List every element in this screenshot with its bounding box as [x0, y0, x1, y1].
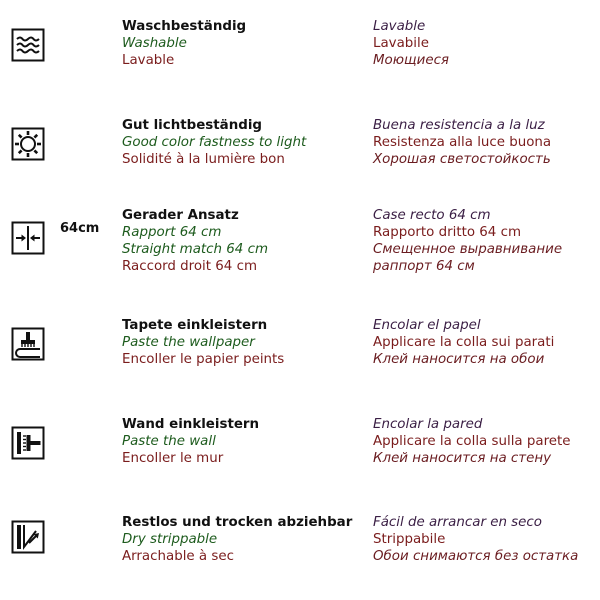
text-column-de-en-fr — [122, 514, 352, 565]
text-column-es-it-ru — [373, 117, 551, 168]
label-russian: раппорт 64 см — [373, 259, 475, 274]
label-spanish: Lavable — [373, 19, 426, 34]
sun-lightfast-icon — [11, 127, 45, 161]
paste-wallpaper-icon — [11, 327, 45, 361]
label-italian: Strippabile — [373, 532, 446, 547]
label-english: Rapport 64 cm — [122, 225, 222, 240]
label-spanish: Fácil de arrancar en seco — [373, 515, 542, 530]
label-italian: Resistenza alla luce buona — [373, 135, 552, 150]
label-russian: Клей наносится на обои — [373, 352, 545, 367]
text-column-de-en-fr — [122, 207, 268, 275]
dry-strippable-icon — [11, 520, 45, 554]
label-spanish: Encolar la pared — [373, 417, 483, 432]
text-column-de-en-fr — [122, 117, 306, 168]
label-french: Encoller le mur — [122, 451, 224, 466]
symbol-row-paste-wallpaper — [0, 317, 600, 397]
label-russian: Обои снимаются без остатка — [373, 549, 579, 564]
straight-match-icon — [11, 221, 45, 255]
text-column-de-en-fr — [122, 317, 284, 368]
label-english: Paste the wall — [122, 434, 216, 449]
washable-waves-icon — [11, 28, 45, 62]
label-english: Washable — [122, 36, 187, 51]
label-spanish: Encolar el papel — [373, 318, 481, 333]
label-italian: Rapporto dritto 64 cm — [373, 225, 521, 240]
label-russian: Смещенное выравнивание — [373, 242, 563, 257]
text-column-es-it-ru — [373, 18, 449, 69]
label-english: Good color fastness to light — [122, 135, 307, 150]
label-english: Dry strippable — [122, 532, 218, 547]
label-french: Encoller le papier peints — [122, 352, 285, 367]
label-russian: Хорошая светостойкость — [373, 152, 551, 167]
label-spanish: Buena resistencia a la luz — [373, 118, 545, 133]
label-italian: Applicare la colla sui parati — [373, 335, 555, 350]
label-french: Raccord droit 64 cm — [122, 259, 257, 274]
label-french: Arrachable à sec — [122, 549, 234, 564]
text-column-es-it-ru — [373, 514, 578, 565]
label-german: Wand einkleistern — [122, 417, 260, 432]
label-english: Straight match 64 cm — [122, 242, 268, 257]
label-italian: Applicare la colla sulla parete — [373, 434, 571, 449]
label-french: Solidité à la lumière bon — [122, 152, 285, 167]
label-german: Restlos und trocken abziehbar — [122, 515, 353, 530]
label-english: Paste the wallpaper — [122, 335, 255, 350]
text-column-es-it-ru — [373, 416, 571, 467]
text-column-es-it-ru — [373, 207, 562, 275]
symbol-row-dry-strippable — [0, 514, 600, 594]
label-german: Tapete einkleistern — [122, 318, 268, 333]
label-italian: Lavabile — [373, 36, 429, 51]
symbol-row-washable — [0, 18, 600, 98]
label-spanish: Case recto 64 cm — [373, 208, 491, 223]
label-german: Gut lichtbeständig — [122, 118, 263, 133]
paste-wall-icon — [11, 426, 45, 460]
label-french: Lavable — [122, 53, 175, 68]
text-column-es-it-ru — [373, 317, 554, 368]
text-column-de-en-fr — [122, 416, 259, 467]
label-german: Waschbeständig — [122, 19, 247, 34]
text-column-de-en-fr — [122, 18, 246, 69]
symbol-row-straight-match — [0, 207, 600, 287]
symbol-row-paste-wall — [0, 416, 600, 496]
label-russian: Клей наносится на стену — [373, 451, 552, 466]
label-german: Gerader Ansatz — [122, 208, 239, 223]
repeat-size-label: 64cm — [60, 221, 100, 236]
label-russian: Моющиеся — [373, 53, 449, 68]
symbol-row-lightfast — [0, 117, 600, 197]
